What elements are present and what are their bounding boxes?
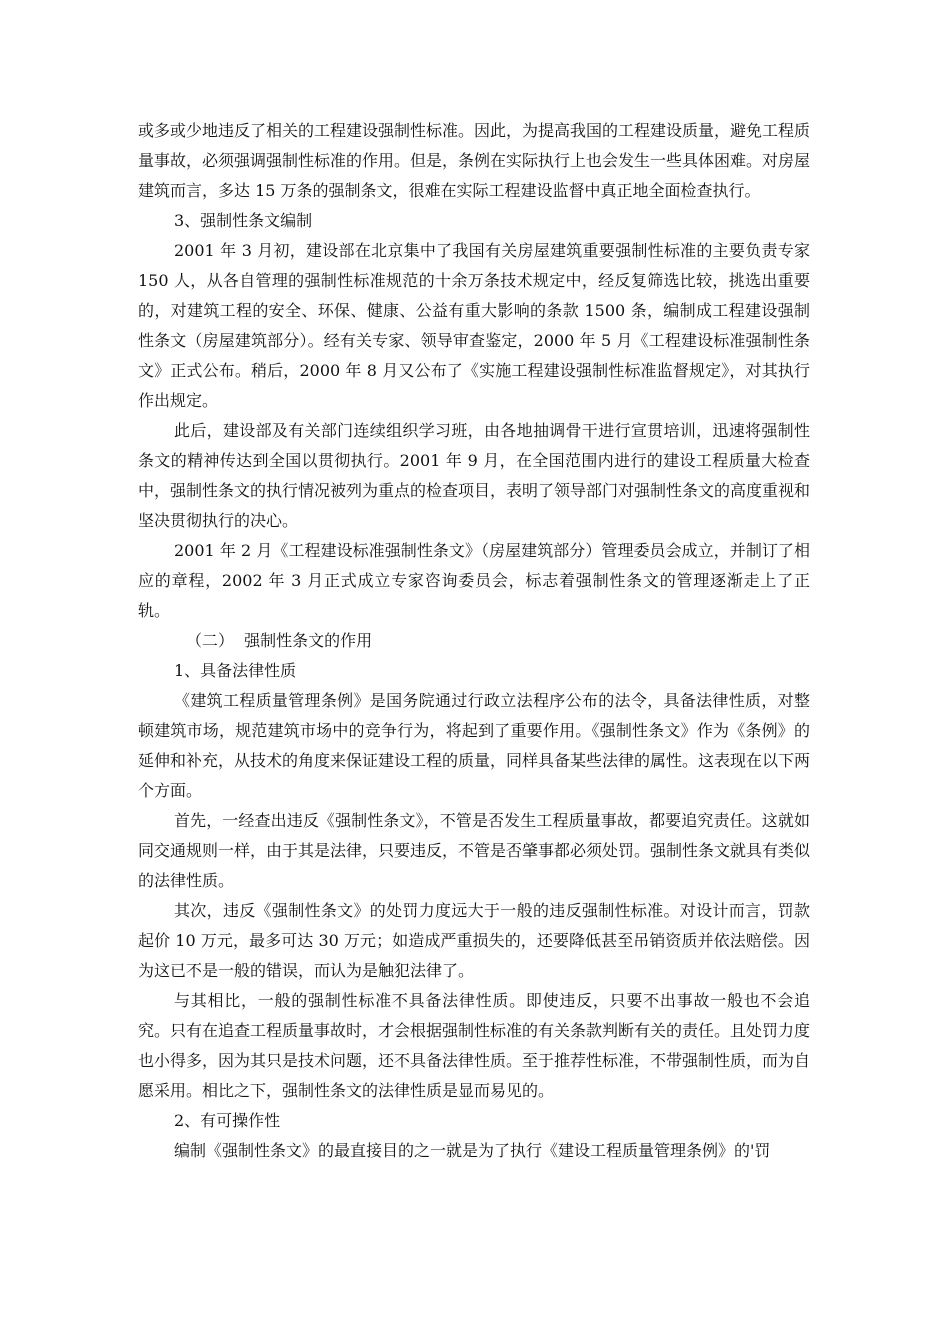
body-paragraph: 首先，一经查出违反《强制性条文》，不管是否发生工程质量事故，都要追究责任。这就如同交通规则一样，由于其是法律，只要违反，不管是否肇事都必须处罚。强制性条文就具有类似的法律性质。: [138, 811, 811, 890]
document-page: [138, 116, 810, 1166]
body-paragraph: 与其相比，一般的强制性标准不具备法律性质。即使违反，只要不出事故一般也不会追究。只有在追查工程质量事故时，才会根据强制性标准的有关条款判断有关的责任。且处罚力度也小得多，因为其只是技术问题，还不具备法律性质。至于推荐性标准，不带强制性质，而为自愿采用。相比之下，强制性条文的法律性质是显而易见的。: [138, 991, 811, 1100]
body-paragraph: 2001 年 2 月《工程建设标准强制性条文》（房屋建筑部分）管理委员会成立，并制订了相应的章程，2002 年 3 月正式成立专家咨询委员会，标志着强制性条文的管理逐渐走上了正轨。: [138, 541, 810, 620]
subsection-heading: 3、强制性条文编制: [174, 211, 313, 230]
body-paragraph: 其次，违反《强制性条文》的处罚力度远大于一般的违反强制性标准。对设计而言，罚款起价 10 万元，最多可达 30 万元；如造成严重损失的，还要降低甚至吊销资质并依法赔偿。因为这已不是一般的错误，而认为是触犯法律了。: [138, 901, 810, 980]
body-paragraph: 2001 年 3 月初，建设部在北京集中了我国有关房屋建筑重要强制性标准的主要负责专家 150 人，从各自管理的强制性标准规范的十余万条技术规定中，经反复筛选比较，挑选出重要的，对建筑工程的安全、环保、健康、公益有重大影响的条款 1500 条，编制成工程建设强制性条文（房屋建筑部分）。经有关专家、领导审查鉴定，2000 年 5 月《工程建设标准强制性条文》正式公布。稍后，2000 年 8 月又公布了《实施工程建设强制性标准监督规定》，对其执行作出规定。: [138, 241, 810, 410]
subsection-heading: 1、具备法律性质: [174, 661, 297, 680]
body-paragraph: 此后，建设部及有关部门连续组织学习班，由各地抽调骨干进行宣贯培训，迅速将强制性条文的精神传达到全国以贯彻执行。2001 年 9 月，在全国范围内进行的建设工程质量大检查中，强制性条文的执行情况被列为重点的检查项目，表明了领导部门对强制性条文的高度重视和坚决贯彻执行的决心。: [138, 421, 811, 530]
section-heading: （二） 强制性条文的作用: [186, 631, 373, 650]
body-paragraph: 《建筑工程质量管理条例》是国务院通过行政立法程序公布的法令，具备法律性质，对整顿建筑市场，规范建筑市场中的竞争行为，将起到了重要作用。《强制性条文》作为《条例》的延伸和补充，从技术的角度来保证建设工程的质量，同样具备某些法律的属性。这表现在以下两个方面。: [138, 691, 811, 800]
body-paragraph: 或多或少地违反了相关的工程建设强制性标准。因此，为提高我国的工程建设质量，避免工程质量事故，必须强调强制性标准的作用。但是，条例在实际执行上也会发生一些具体困难。对房屋建筑而言，多达 15 万条的强制条文，很难在实际工程建设监督中真正地全面检查执行。: [138, 121, 811, 200]
subsection-heading: 2、有可操作性: [174, 1111, 281, 1130]
body-paragraph: 编制《强制性条文》的最直接目的之一就是为了执行《建设工程质量管理条例》的'罚: [174, 1141, 771, 1160]
